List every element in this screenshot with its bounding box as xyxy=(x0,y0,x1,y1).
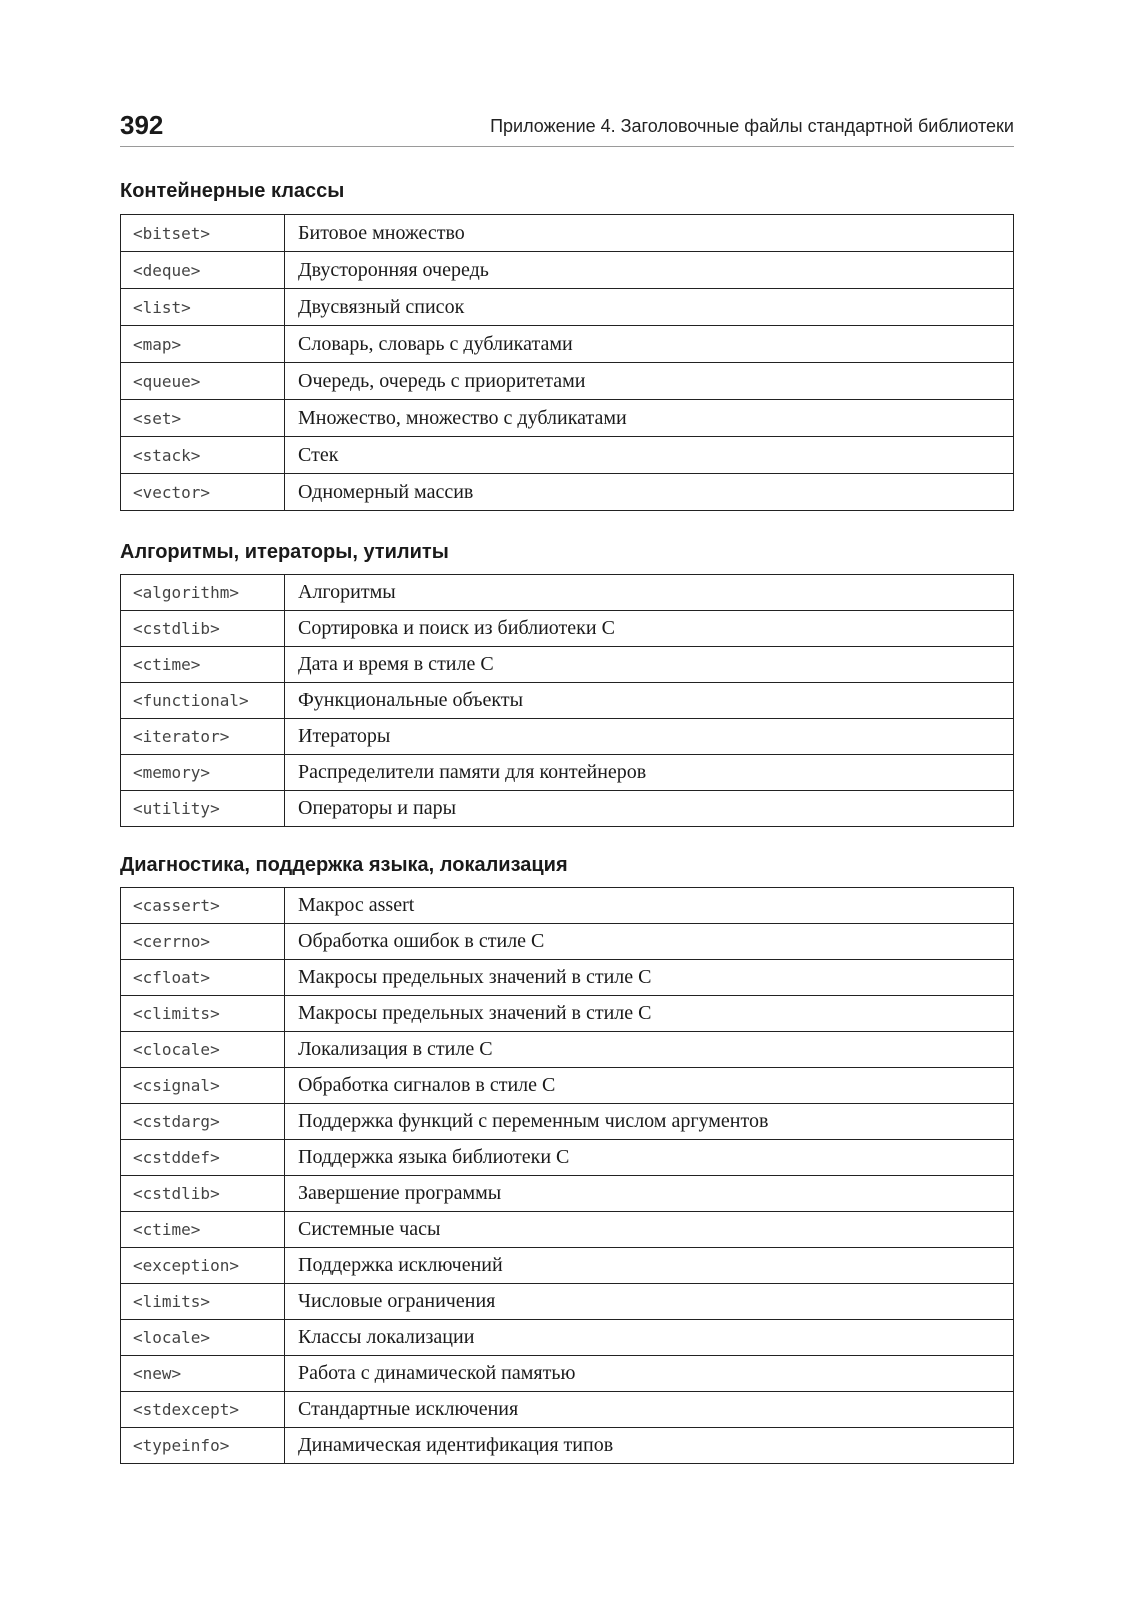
section-heading-diagnostics: Диагностика, поддержка языка, локализация xyxy=(120,854,568,876)
description-cell: Словарь, словарь с дубликатами xyxy=(285,326,1014,363)
table-row xyxy=(121,1248,1014,1284)
header-file-cell: <csignal> xyxy=(121,1068,285,1104)
table-row xyxy=(121,888,1014,924)
table-row xyxy=(121,252,1014,289)
table-row xyxy=(121,1176,1014,1212)
header-file-cell: <set> xyxy=(121,400,285,437)
description-cell: Классы локализации xyxy=(285,1320,1014,1356)
table-row xyxy=(121,1320,1014,1356)
header-file-cell: <cstddef> xyxy=(121,1140,285,1176)
header-file-cell: <algorithm> xyxy=(121,575,285,611)
description-cell: Операторы и пары xyxy=(285,791,1014,827)
description-cell: Числовые ограничения xyxy=(285,1284,1014,1320)
header-file-cell: <utility> xyxy=(121,791,285,827)
header-file-cell: <cfloat> xyxy=(121,960,285,996)
description-cell: Макрос assert xyxy=(285,888,1014,924)
table-row xyxy=(121,1356,1014,1392)
header-file-cell: <cstdlib> xyxy=(121,1176,285,1212)
algorithms-table xyxy=(120,574,1014,827)
table-row xyxy=(121,1392,1014,1428)
header-file-cell: <new> xyxy=(121,1356,285,1392)
table-row xyxy=(121,647,1014,683)
table-row xyxy=(121,1104,1014,1140)
header-file-cell: <ctime> xyxy=(121,1212,285,1248)
header-file-cell: <functional> xyxy=(121,683,285,719)
table-row xyxy=(121,1212,1014,1248)
header-file-cell: <clocale> xyxy=(121,1032,285,1068)
description-cell: Битовое множество xyxy=(285,215,1014,252)
table-row xyxy=(121,1428,1014,1464)
header-file-cell: <limits> xyxy=(121,1284,285,1320)
table-row xyxy=(121,363,1014,400)
table-row xyxy=(121,611,1014,647)
description-cell: Одномерный массив xyxy=(285,474,1014,511)
table-row xyxy=(121,996,1014,1032)
description-cell: Распределители памяти для контейнеров xyxy=(285,755,1014,791)
header-file-cell: <exception> xyxy=(121,1248,285,1284)
header-file-cell: <typeinfo> xyxy=(121,1428,285,1464)
table-row xyxy=(121,683,1014,719)
table-row xyxy=(121,1140,1014,1176)
table-row xyxy=(121,924,1014,960)
description-cell: Динамическая идентификация типов xyxy=(285,1428,1014,1464)
header-file-cell: <cerrno> xyxy=(121,924,285,960)
table-row xyxy=(121,215,1014,252)
table-row xyxy=(121,791,1014,827)
description-cell: Стандартные исключения xyxy=(285,1392,1014,1428)
header-file-cell: <locale> xyxy=(121,1320,285,1356)
description-cell: Обработка сигналов в стиле С xyxy=(285,1068,1014,1104)
table-row xyxy=(121,755,1014,791)
description-cell: Функциональные объекты xyxy=(285,683,1014,719)
header-file-cell: <climits> xyxy=(121,996,285,1032)
page-number: 392 xyxy=(120,110,164,140)
header-file-cell: <cstdlib> xyxy=(121,611,285,647)
header-file-cell: <vector> xyxy=(121,474,285,511)
description-cell: Поддержка языка библиотеки С xyxy=(285,1140,1014,1176)
table-row xyxy=(121,1284,1014,1320)
containers-table xyxy=(120,214,1014,511)
description-cell: Стек xyxy=(285,437,1014,474)
description-cell: Поддержка исключений xyxy=(285,1248,1014,1284)
table-row xyxy=(121,575,1014,611)
header-file-cell: <list> xyxy=(121,289,285,326)
description-cell: Поддержка функций с переменным числом аргументов xyxy=(285,1104,1014,1140)
header-file-cell: <cassert> xyxy=(121,888,285,924)
header-file-cell: <memory> xyxy=(121,755,285,791)
description-cell: Множество, множество с дубликатами xyxy=(285,400,1014,437)
description-cell: Локализация в стиле С xyxy=(285,1032,1014,1068)
table-row xyxy=(121,437,1014,474)
description-cell: Двусторонняя очередь xyxy=(285,252,1014,289)
description-cell: Очередь, очередь с приоритетами xyxy=(285,363,1014,400)
page-header xyxy=(120,106,1014,147)
header-file-cell: <map> xyxy=(121,326,285,363)
description-cell: Дата и время в стиле С xyxy=(285,647,1014,683)
header-file-cell: <queue> xyxy=(121,363,285,400)
description-cell: Макросы предельных значений в стиле С xyxy=(285,960,1014,996)
table-row xyxy=(121,326,1014,363)
running-title: Приложение 4. Заголовочные файлы стандартной библиотеки xyxy=(490,116,1014,136)
table-row xyxy=(121,719,1014,755)
description-cell: Системные часы xyxy=(285,1212,1014,1248)
table-row xyxy=(121,1032,1014,1068)
description-cell: Завершение программы xyxy=(285,1176,1014,1212)
description-cell: Итераторы xyxy=(285,719,1014,755)
description-cell: Обработка ошибок в стиле С xyxy=(285,924,1014,960)
table-row xyxy=(121,289,1014,326)
diagnostics-table xyxy=(120,887,1014,1464)
header-file-cell: <deque> xyxy=(121,252,285,289)
description-cell: Сортировка и поиск из библиотеки С xyxy=(285,611,1014,647)
header-file-cell: <stack> xyxy=(121,437,285,474)
table-row xyxy=(121,400,1014,437)
table-row xyxy=(121,474,1014,511)
description-cell: Алгоритмы xyxy=(285,575,1014,611)
section-heading-containers: Контейнерные классы xyxy=(120,180,345,202)
section-heading-algorithms: Алгоритмы, итераторы, утилиты xyxy=(120,541,449,563)
header-file-cell: <iterator> xyxy=(121,719,285,755)
header-file-cell: <stdexcept> xyxy=(121,1392,285,1428)
table-row xyxy=(121,960,1014,996)
header-file-cell: <cstdarg> xyxy=(121,1104,285,1140)
description-cell: Макросы предельных значений в стиле С xyxy=(285,996,1014,1032)
table-row xyxy=(121,1068,1014,1104)
description-cell: Двусвязный список xyxy=(285,289,1014,326)
description-cell: Работа с динамической памятью xyxy=(285,1356,1014,1392)
header-file-cell: <bitset> xyxy=(121,215,285,252)
header-file-cell: <ctime> xyxy=(121,647,285,683)
